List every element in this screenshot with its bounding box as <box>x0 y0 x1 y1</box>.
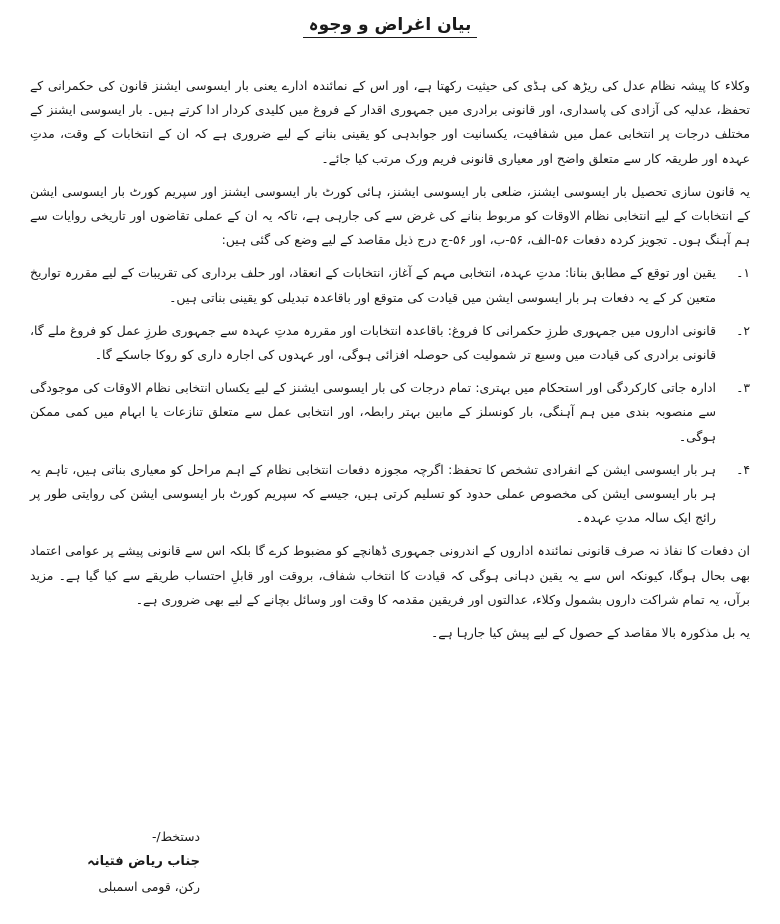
list-item-number: ۲۔ <box>736 322 750 338</box>
list-item <box>30 458 750 531</box>
list-item-text: ادارہ جاتی کارکردگی اور استحکام میں بہتری: تمام درجات کی بار ایسوسی ایشنز کے لیے یکساں انتخابی نظام الاوقات کی موجودگی سے منصوبہ بندی میں ہم آہنگی، بار کونسلز کے مابین بہتر رابطہ، اور انتخابی عمل سے متعلق تنازعات یا ابہام میں کمی ممکن ہوگی۔ <box>30 380 716 444</box>
list-item-number: ۴۔ <box>736 461 750 477</box>
list-item <box>30 261 750 309</box>
paragraph-impact: ان دفعات کا نفاذ نہ صرف قانونی نمائندہ اداروں کے اندرونی جمہوری ڈھانچے کو مضبوط کرے گا بلکہ اس سے قانونی پیشے پر عوامی اعتماد بھی بحال ہوگا، کیونکہ اس سے یہ یقین دہانی ہوگی کہ قیادت کا انتخاب شفاف، بروقت اور قابلِ احتساب طریقے سے کیا گیا ہے۔ مزید برآں، یہ تمام شراکت داروں بشمول وکلاء، عدالتوں اور فریقین مقدمہ کا وقت اور وسائل بچانے کے لیے بھی ضروری ہے۔ <box>30 543 750 607</box>
signatory-role: رکن، قومی اسمبلی <box>98 879 200 894</box>
signature-block <box>80 824 200 899</box>
list-item <box>30 319 750 367</box>
document-title: بیان اغراض و وجوہ <box>303 14 478 38</box>
signature-label: دستخط/- <box>151 829 200 844</box>
list-item-number: ۳۔ <box>736 380 750 396</box>
list-item-number: ۱۔ <box>736 265 750 281</box>
title-wrap <box>30 14 750 38</box>
document-body <box>30 74 750 645</box>
list-item <box>30 376 750 449</box>
paragraph-closing: یہ بل مذکورہ بالا مقاصد کے حصول کے لیے پیش کیا جارہا ہے۔ <box>430 625 750 641</box>
list-item-text: ہر بار ایسوسی ایشن کے انفرادی تشخص کا تحفظ: اگرچہ مجوزہ دفعات انتخابی نظام کے اہم مراحل کو معیاری بناتی ہیں، تاہم یہ ہر بار ایسوسی ایشن کی مخصوص عملی حدود کو تسلیم کرتی ہیں، جیسے کہ سپریم کورٹ بار ایسوسی ایشن کی روایتی طور پر رائج ایک سالہ مدتِ عہدہ۔ <box>30 461 716 526</box>
signatory-name: جناب ریاض فتیانہ <box>87 854 200 869</box>
paragraph-scope: یہ قانون سازی تحصیل بار ایسوسی ایشنز، ضلعی بار ایسوسی ایشنز، ہائی کورٹ بار ایسوسی ایشنز اور سپریم کورٹ بار ایسوسی ایشن کے انتخابات کے لیے انتخابی نظام الاوقات کو مربوط بنانے کی غرض سے کی جارہی ہے، تاکہ یہ ان کے عملی تقاضوں اور تاریخی روایات سے ہم آہنگ ہوں۔ تجویز کردہ دفعات ۵۶-الف، ۵۶-ب، اور ۵۶-ج درج ذیل مقاصد کے لیے وضع کی گئی ہیں: <box>30 183 750 248</box>
paragraph-intro: وکلاء کا پیشہ نظام عدل کی ریڑھ کی ہڈی کی حیثیت رکھتا ہے، اور اس کے نمائندہ ادارے یعنی بار ایسوسی ایشنز قانون کی حکمرانی کے تحفظ، عدلیہ کی آزادی کی پاسداری، اور قانونی برادری میں جمہوری اقدار کے فروغ میں کلیدی کردار ادا کرتے ہیں۔ بار ایسوسی ایشنز کے مختلف درجات پر انتخابی عمل میں شفافیت، یکسانیت اور جوابدہی کو یقینی بنانے کے لیے ضروری ہے کہ ان کے انتخابات کے وقت، مدتِ عہدہ اور طریقہ کار سے متعلق واضح اور معیاری قانونی فریم ورک مرتب کیا جائے۔ <box>30 78 750 166</box>
list-item-text: قانونی اداروں میں جمہوری طرزِ حکمرانی کا فروغ: باقاعدہ انتخابات اور مقررہ مدتِ عہدہ سے جمہوری طرزِ عمل کو فروغ ملے گا، قانونی برادری کی قیادت میں وسیع تر شمولیت کی حوصلہ افزائی ہوگی، اور عہدوں کی اجارہ داری کو روکا جاسکے گا۔ <box>30 322 716 363</box>
list-item-text: یقین اور توقع کے مطابق بنانا: مدتِ عہدہ، انتخابی مہم کے آغاز، انتخابات کے انعقاد، اور حلف برداری کی تقریبات کے لیے مقررہ تواریخ متعین کر کے یہ دفعات ہر بار ایسوسی ایشن میں قیادت کی متوقع اور باقاعدہ تبدیلی کو یقینی بناتی ہیں۔ <box>30 265 716 305</box>
